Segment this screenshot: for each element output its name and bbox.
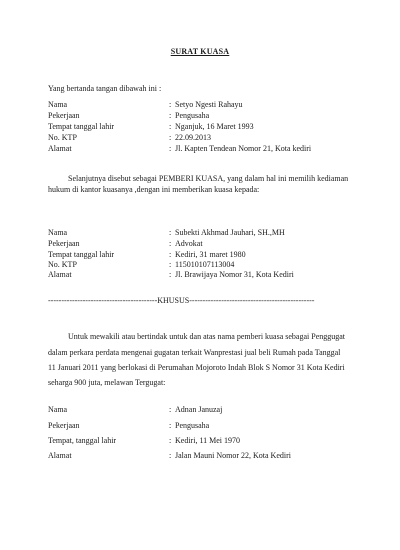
penerima-ttl-row — [48, 250, 368, 260]
field-separator: : — [169, 405, 172, 414]
field-value: 115010107113004 — [175, 260, 235, 269]
pemberi-ttl-row — [48, 122, 368, 132]
field-label: Nama — [48, 100, 68, 109]
field-label: Tempat tanggal lahir — [48, 250, 115, 259]
field-value: Nganjuk, 16 Maret 1993 — [175, 122, 254, 131]
penerima-alamat-row — [48, 270, 368, 280]
field-separator: : — [169, 111, 172, 120]
paragraph-1-line-1: Selanjutnya disebut sebagai PEMBERI KUASA, yang dalam hal ini memilih kediaman — [68, 174, 349, 183]
paragraph-2-line-2: dalam perkara perdata mengenai gugatan terkait Wanprestasi jual beli Rumah pada Tanggal — [48, 348, 341, 357]
field-separator: : — [169, 270, 172, 279]
field-separator: : — [169, 250, 172, 259]
pemberi-alamat-row — [48, 144, 368, 154]
field-label: Pekerjaan — [48, 239, 80, 248]
penerima-nama-row — [48, 228, 368, 238]
field-label: Alamat — [48, 451, 72, 460]
field-separator: : — [169, 436, 172, 445]
field-separator: : — [169, 260, 172, 269]
field-value: Jl. Brawijaya Nomor 31, Kota Kediri — [175, 270, 294, 279]
khusus-divider: -----------------------------------------KHUSUS----------------------------------------------- — [48, 296, 315, 305]
field-label: No. KTP — [48, 260, 77, 269]
pemberi-ktp-row — [48, 133, 368, 143]
tergugat-pekerjaan-row — [48, 421, 368, 431]
tergugat-alamat-row — [48, 451, 368, 461]
paragraph-1-line-2: hukum di kantor kuasanya ,dengan ini memberikan kuasa kepada: — [48, 185, 260, 194]
intro-text: Yang bertanda tangan dibawah ini : — [48, 84, 162, 93]
field-separator: : — [169, 451, 172, 460]
field-value: Pengusaha — [175, 111, 210, 120]
paragraph-2-line-4: seharga 900 juta, melawan Tergugat: — [48, 378, 166, 387]
field-label: Nama — [48, 405, 68, 414]
pemberi-pekerjaan-row — [48, 111, 368, 121]
letter-title: SURAT KUASA — [170, 47, 230, 56]
field-value: Subekti Akhmad Jauhari, SH.,MH — [175, 228, 285, 237]
field-value: Setyo Ngesti Rahayu — [175, 100, 243, 109]
field-separator: : — [169, 122, 172, 131]
field-value: Jalan Mauni Nomor 22, Kota Kediri — [175, 451, 291, 460]
field-label: Alamat — [48, 270, 72, 279]
field-value: 22.09.2013 — [175, 133, 211, 142]
field-label: No. KTP — [48, 133, 77, 142]
field-value: Kediri, 31 maret 1980 — [175, 250, 246, 259]
field-value: Pengusaha — [175, 421, 210, 430]
field-value: Adnan Januzaj — [175, 405, 223, 414]
field-separator: : — [169, 239, 172, 248]
field-separator: : — [169, 421, 172, 430]
field-value: Advokat — [175, 239, 203, 248]
field-label: Alamat — [48, 144, 72, 153]
field-value: Kediri, 11 Mei 1970 — [175, 436, 241, 445]
field-label: Pekerjaan — [48, 421, 80, 430]
penerima-ktp-row — [48, 260, 368, 270]
penerima-pekerjaan-row — [48, 239, 368, 249]
field-label: Pekerjaan — [48, 111, 80, 120]
field-label: Nama — [48, 228, 68, 237]
field-separator: : — [169, 100, 172, 109]
field-separator: : — [169, 133, 172, 142]
paragraph-2-line-3: 11 Januari 2011 yang berlokasi di Perumahan Mojoroto Indah Blok S Nomor 31 Kota Kediri — [48, 363, 345, 372]
paragraph-2-line-1: Untuk mewakili atau bertindak untuk dan atas nama pemberi kuasa sebagai Penggugat — [68, 332, 346, 341]
tergugat-nama-row — [48, 405, 368, 415]
tergugat-ttl-row — [48, 436, 368, 446]
pemberi-nama-row — [48, 100, 368, 110]
field-label: Tempat, tanggal lahir — [48, 436, 117, 445]
field-separator: : — [169, 144, 172, 153]
field-separator: : — [169, 228, 172, 237]
field-label: Tempat tanggal lahir — [48, 122, 115, 131]
field-value: Jl. Kapten Tendean Nomor 21, Kota kediri — [175, 144, 312, 153]
